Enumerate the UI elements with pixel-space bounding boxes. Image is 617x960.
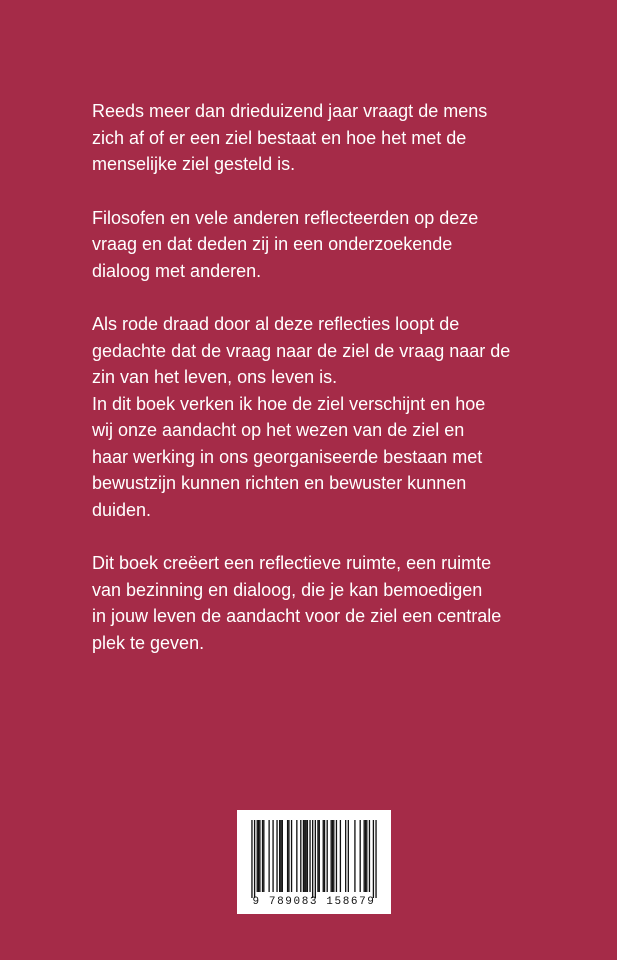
- barcode-bar: [254, 820, 255, 898]
- barcode-bar: [324, 820, 325, 892]
- barcode-bar: [333, 820, 334, 892]
- barcode-bar: [287, 820, 288, 892]
- barcode-bar: [365, 820, 366, 892]
- barcode-bar: [251, 820, 252, 898]
- back-cover-blurb: [92, 98, 542, 683]
- blurb-paragraph: Filosofen en vele anderen reflecteerden op deze vraag en dat deden zij in een onderzoekende dialoog met anderen.: [92, 207, 479, 281]
- barcode-bar: [369, 820, 370, 892]
- barcode-bar: [304, 820, 305, 892]
- barcode-bar: [309, 820, 310, 892]
- blurb-paragraph: In dit boek verken ik hoe de ziel verschijnt en hoe wij onze aandacht op het wezen van de ziel en haar werking in ons georganiseerde bestaan met bewustzijn kunnen richten en bewuster kunnen duiden.: [92, 393, 486, 520]
- barcode-bar: [262, 820, 263, 892]
- barcode-bar: [364, 820, 365, 892]
- barcode-bar: [331, 820, 332, 892]
- barcode-bar: [375, 820, 376, 898]
- barcode-bar: [258, 820, 259, 892]
- barcode-bar: [263, 820, 264, 892]
- barcode-bar: [272, 820, 273, 892]
- barcode-bar: [360, 820, 361, 892]
- barcode-bar: [366, 820, 367, 892]
- blurb-paragraph: Reeds meer dan drieduizend jaar vraagt de mens zich af of er een ziel bestaat en hoe het met de menselijke ziel gesteld is.: [92, 101, 488, 174]
- barcode-bar: [259, 820, 260, 892]
- barcode-bar: [303, 820, 304, 892]
- barcode-bar: [300, 820, 301, 892]
- barcode-bar: [268, 820, 269, 892]
- barcode-bar: [340, 820, 341, 892]
- barcode-bar: [280, 820, 281, 892]
- barcode-bar: [345, 820, 346, 892]
- barcode-bar: [279, 820, 280, 892]
- barcode-bar: [332, 820, 333, 892]
- barcode-bar: [373, 820, 374, 898]
- barcode-bar: [348, 820, 349, 892]
- barcode-bar: [317, 820, 318, 892]
- barcode-bar: [312, 820, 313, 898]
- barcode-bar: [296, 820, 297, 892]
- barcode-bar: [323, 820, 324, 892]
- barcode-bar: [354, 820, 355, 892]
- barcode-bar: [315, 820, 316, 898]
- isbn-barcode: [237, 810, 391, 914]
- blurb-paragraph: Als rode draad door al deze reflecties loopt de gedachte dat de vraag naar de ziel de vraag naar de zin van het leven, ons leven is.: [92, 314, 511, 387]
- barcode-bar: [282, 820, 283, 892]
- barcode-bar: [305, 820, 306, 892]
- blurb-paragraph: Dit boek creëert een reflectieve ruimte, een ruimte van bezinning en dialoog, die je kan bemoedigen in jouw leven de aandacht voor de ziel een centrale plek te geven.: [92, 553, 502, 653]
- barcode-bar: [307, 820, 308, 892]
- barcode-bar: [257, 820, 258, 892]
- barcode-bar: [327, 820, 328, 892]
- barcode-bar: [319, 820, 320, 892]
- barcode-bar: [291, 820, 292, 892]
- barcode-bar: [288, 820, 289, 892]
- barcode-bar: [336, 820, 337, 892]
- barcode-bar: [276, 820, 277, 892]
- isbn-number: 9 789083 158679: [252, 896, 376, 908]
